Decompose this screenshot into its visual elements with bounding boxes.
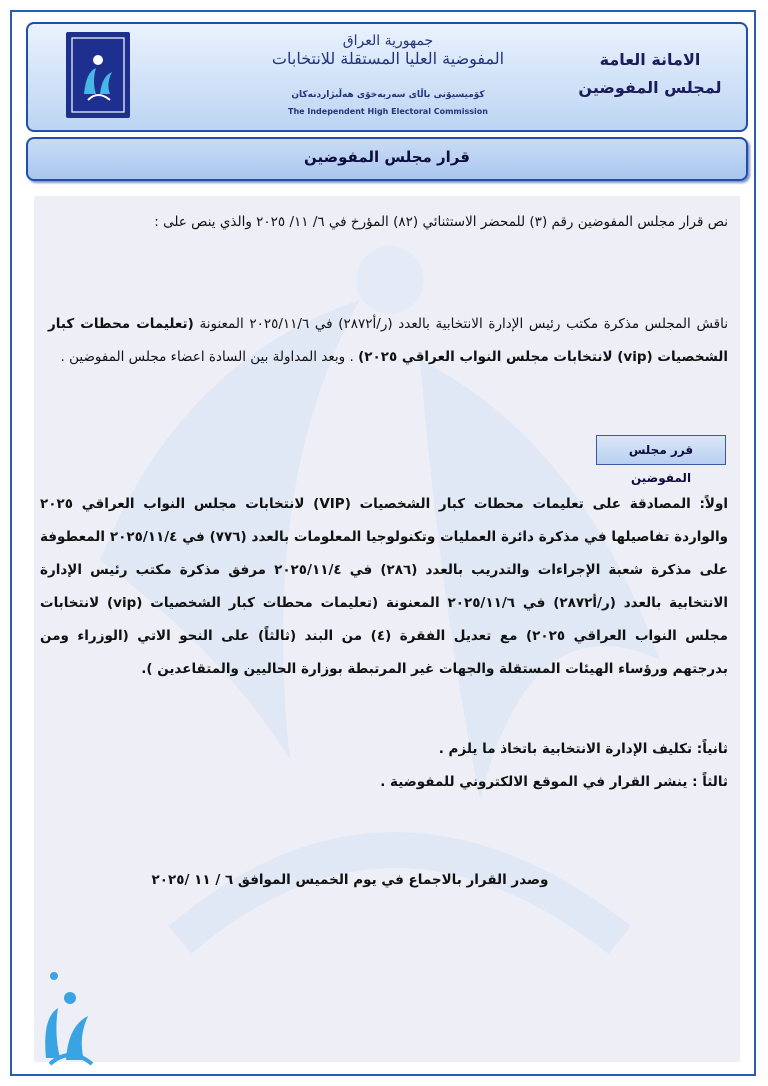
secretariat-label <box>570 46 730 102</box>
ihec-logo-icon <box>66 32 130 118</box>
discussion-paragraph <box>48 308 728 374</box>
discussion-bold: (تعليمات محطات كبار الشخصيات (vip) لانتخابات مجلس النواب العراقي ٢٠٢٥) <box>48 316 728 365</box>
secretariat-line1: الامانة العامة <box>599 50 701 69</box>
commission-ar-line1: جمهورية العراق <box>342 33 434 49</box>
decision-label: قرر مجلس المفوضين <box>596 435 726 465</box>
issued-statement: وصدر القرار بالاجماع في يوم الخميس الموافق ٦ / ١١ /٢٠٢٥ <box>151 872 549 888</box>
intro-paragraph: نص قرار مجلس المفوضين رقم (٣) للمحضر الاستثنائي (٨٢) المؤرخ في ٦/ ١١/ ٢٠٢٥ والذي ينص على : <box>154 214 728 230</box>
commission-name-ar <box>258 32 518 68</box>
clause-first: اولاً: المصادقة على تعليمات محطات كبار الشخصيات (VIP) لانتخابات مجلس النواب العراقي ٢٠٢٥ والواردة تفاصيلها في مذكرة دائرة العمليات وتكنولوجيا المعلومات بالعدد (٧٧٦) في ٢٠٢٥/١١/٤ المعطوفة على مذكرة شعبة الإجراءات والتدريب بالعدد (٢٨٦) في ٢٠٢٥/١١/٤ مرفق مذكرة مكتب رئيس الإدارة الانتخابية بالعدد (ر/أ٢٨٧٢) في ٢٠٢٥/١١/٦ المعنونة (تعليمات محطات كبار الشخصيات (vip) لانتخابات مجلس النواب العراقي ٢٠٢٥) مع تعديل الفقرة (٤) من البند (ثالثاً) على النحو الاتي (الوزراء ومن بدرجتهم ورؤساء الهيئات المستقلة والجهات غير المرتبطة بوزارة الحاليين والمتقاعدين ). <box>40 496 728 677</box>
discussion-text-1: ناقش المجلس مذكرة مكتب رئيس الإدارة الانتخابية بالعدد (ر/أ٢٨٧٢) في ٢٠٢٥/١١/٦ المعنونة <box>193 316 728 332</box>
secretariat-line2: لمجلس المفوضين <box>578 78 722 97</box>
commission-name-en: The Independent High Electoral Commission <box>288 107 488 116</box>
letterhead <box>26 22 748 132</box>
clause-third: ثالثاً : ينشر القرار في الموقع الالكتروني للمفوضية . <box>380 774 728 790</box>
discussion-text-2: . وبعد المداولة بين السادة اعضاء مجلس المفوضين . <box>60 349 359 365</box>
commission-name-ku: كۆمیسیۆنی باڵای سەربەخۆی هەڵبژاردنەکان <box>291 90 485 100</box>
commission-ar-line2: المفوضية العليا المستقلة للانتخابات <box>271 49 505 68</box>
clause-second: ثانياً: تكليف الإدارة الانتخابية باتخاذ ما يلزم . <box>438 741 728 757</box>
document-title: قرار مجلس المفوضين <box>304 148 470 166</box>
ihec-logo <box>66 32 130 118</box>
corner-logo-icon <box>40 968 100 1068</box>
title-bar <box>26 137 748 181</box>
